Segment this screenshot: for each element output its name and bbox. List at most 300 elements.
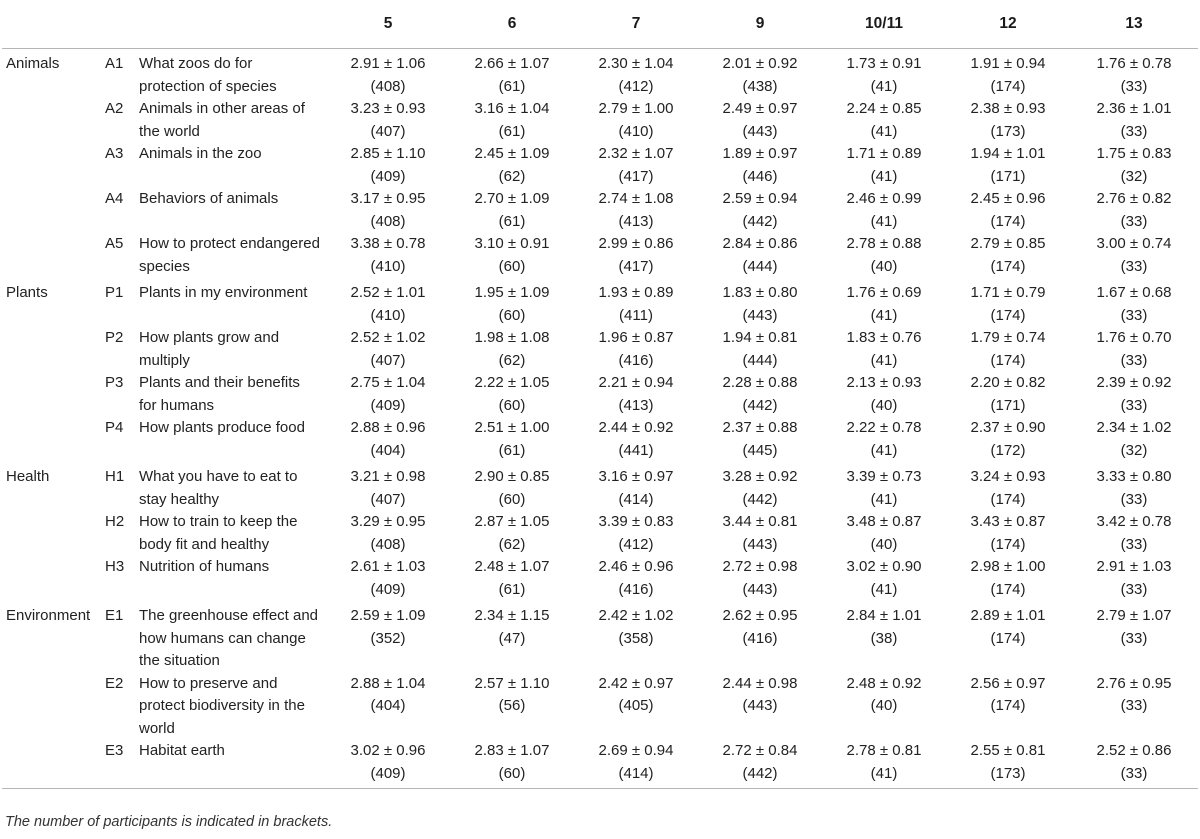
mean-sd-value: 3.43 ± 0.87: [970, 513, 1046, 530]
participant-count: (33): [1120, 697, 1148, 714]
mean-sd-value: 1.89 ± 0.97: [722, 145, 798, 162]
value-cell: [326, 556, 450, 601]
participant-count: (41): [870, 122, 898, 140]
item-description-cell: How to protect endangered species: [139, 235, 320, 275]
participant-count: (412): [618, 535, 654, 553]
participant-count: (443): [742, 697, 778, 714]
value-cell: [698, 98, 822, 143]
column-header: [103, 0, 139, 49]
value-cell: [1070, 98, 1198, 143]
category-cell: [2, 511, 103, 556]
table-row: [2, 98, 1198, 143]
value-cell: [822, 98, 946, 143]
item-code-cell: H1: [105, 468, 125, 485]
table-row: [2, 740, 1198, 789]
mean-sd-value: 2.76 ± 0.95: [1096, 674, 1172, 692]
participant-count: (33): [1120, 535, 1148, 553]
mean-sd-value: 3.21 ± 0.98: [350, 468, 426, 485]
participant-count: (417): [618, 257, 654, 275]
value-cell: [326, 188, 450, 233]
participant-count: (407): [370, 351, 406, 369]
value-cell: [450, 511, 574, 556]
value-cell: [1070, 417, 1198, 462]
mean-sd-value: 2.38 ± 0.93: [970, 100, 1046, 117]
value-cell: [698, 143, 822, 188]
mean-sd-value: 2.37 ± 0.88: [722, 419, 798, 436]
item-code-cell: P2: [105, 329, 124, 346]
value-cell: [698, 462, 822, 511]
item-description-cell: Plants and their benefits for humans: [139, 374, 300, 414]
value-cell: [698, 327, 822, 372]
value-cell: [822, 462, 946, 511]
item-description-cell: How plants grow and multiply: [139, 329, 280, 369]
participant-count: (33): [1120, 629, 1148, 647]
mean-sd-value: 3.48 ± 0.87: [846, 513, 922, 530]
item-code-cell: A4: [105, 190, 124, 207]
category-cell: [2, 327, 103, 372]
value-cell: [698, 372, 822, 417]
item-code-cell: A5: [105, 235, 124, 252]
mean-sd-value: 2.78 ± 0.88: [846, 235, 922, 252]
header-row: [2, 0, 1198, 49]
value-cell: [326, 601, 450, 673]
value-cell: [450, 673, 574, 741]
mean-sd-value: 2.83 ± 1.07: [474, 742, 550, 759]
participant-count: (413): [618, 212, 654, 230]
table-row: [2, 327, 1198, 372]
participant-count: (33): [1120, 351, 1148, 369]
value-cell: [326, 372, 450, 417]
category-cell: [2, 740, 103, 789]
column-header: 9: [698, 0, 822, 49]
category-cell: Plants: [6, 284, 48, 301]
mean-sd-value: 2.45 ± 1.09: [474, 145, 550, 162]
column-header: 7: [574, 0, 698, 49]
value-cell: [574, 188, 698, 233]
mean-sd-value: 1.75 ± 0.83: [1096, 145, 1172, 162]
value-cell: [822, 188, 946, 233]
value-cell: [822, 556, 946, 601]
value-cell: [326, 49, 450, 99]
table-row: [2, 188, 1198, 233]
participant-count: (443): [742, 122, 778, 140]
participant-count: (41): [870, 351, 898, 369]
mean-sd-value: 2.91 ± 1.06: [350, 55, 426, 72]
participant-count: (40): [870, 257, 898, 275]
value-cell: [822, 673, 946, 741]
participant-count: (416): [742, 629, 778, 647]
mean-sd-value: 2.88 ± 1.04: [350, 674, 426, 692]
item-code-cell: P3: [105, 374, 124, 391]
participant-count: (41): [870, 490, 898, 508]
results-table: [2, 0, 1198, 789]
mean-sd-value: 3.24 ± 0.93: [970, 468, 1046, 485]
mean-sd-value: 2.57 ± 1.10: [474, 674, 550, 692]
participant-count: (40): [870, 697, 898, 714]
value-cell: [574, 49, 698, 99]
value-cell: [450, 417, 574, 462]
value-cell: [946, 673, 1070, 741]
participant-count: (60): [498, 306, 526, 324]
value-cell: [946, 98, 1070, 143]
participant-count: (60): [498, 257, 526, 275]
table-row: [2, 49, 1198, 99]
mean-sd-value: 2.72 ± 0.84: [722, 742, 798, 759]
participant-count: (442): [742, 490, 778, 508]
participant-count: (174): [990, 77, 1026, 95]
table-row: [2, 601, 1198, 673]
participant-count: (174): [990, 257, 1026, 275]
participant-count: (416): [618, 351, 654, 369]
value-cell: [326, 143, 450, 188]
value-cell: [822, 601, 946, 673]
value-cell: [946, 278, 1070, 327]
participant-count: (40): [870, 535, 898, 553]
value-cell: [574, 327, 698, 372]
participant-count: (410): [370, 306, 406, 324]
value-cell: [946, 143, 1070, 188]
item-description-cell: Habitat earth: [139, 740, 326, 789]
mean-sd-value: 1.96 ± 0.87: [598, 329, 674, 346]
value-cell: [1070, 511, 1198, 556]
value-cell: [1070, 673, 1198, 741]
mean-sd-value: 2.42 ± 0.97: [598, 674, 674, 692]
mean-sd-value: 1.83 ± 0.76: [846, 329, 922, 346]
mean-sd-value: 2.72 ± 0.98: [722, 558, 798, 575]
item-description-cell: Behaviors of animals: [139, 190, 279, 207]
mean-sd-value: 2.78 ± 0.81: [846, 742, 922, 759]
participant-count: (41): [870, 167, 898, 185]
mean-sd-value: 3.42 ± 0.78: [1096, 513, 1172, 530]
mean-sd-value: 2.91 ± 1.03: [1096, 558, 1172, 575]
item-code-cell: H3: [105, 558, 125, 575]
mean-sd-value: 2.13 ± 0.93: [846, 374, 922, 391]
participant-count: (174): [990, 306, 1026, 324]
participant-count: (174): [990, 535, 1026, 553]
value-cell: [946, 49, 1070, 99]
mean-sd-value: 3.00 ± 0.74: [1096, 235, 1172, 252]
mean-sd-value: 2.45 ± 0.96: [970, 190, 1046, 207]
participant-count: (40): [870, 396, 898, 414]
value-cell: [822, 327, 946, 372]
value-cell: [326, 417, 450, 462]
column-header: 10/11: [822, 0, 946, 49]
participant-count: (358): [618, 629, 654, 647]
value-cell: [450, 462, 574, 511]
mean-sd-value: 1.94 ± 1.01: [970, 145, 1046, 162]
item-code-cell: H2: [105, 513, 125, 530]
value-cell: [1070, 372, 1198, 417]
mean-sd-value: 2.20 ± 0.82: [970, 374, 1046, 391]
value-cell: [698, 278, 822, 327]
participant-count: (41): [870, 764, 898, 782]
participant-count: (61): [498, 77, 526, 95]
value-cell: [326, 511, 450, 556]
participant-count: (56): [498, 697, 526, 714]
participant-count: (47): [498, 629, 526, 647]
mean-sd-value: 3.38 ± 0.78: [350, 235, 426, 252]
category-cell: [2, 143, 103, 188]
value-cell: [450, 601, 574, 673]
value-cell: [698, 188, 822, 233]
mean-sd-value: 2.59 ± 0.94: [722, 190, 798, 207]
value-cell: [698, 49, 822, 99]
mean-sd-value: 2.48 ± 0.92: [846, 674, 922, 692]
participant-count: (443): [742, 535, 778, 553]
mean-sd-value: 2.30 ± 1.04: [598, 55, 674, 72]
participant-count: (173): [990, 122, 1026, 140]
table-row: [2, 278, 1198, 327]
category-cell: [2, 188, 103, 233]
mean-sd-value: 2.01 ± 0.92: [722, 55, 798, 72]
item-description-cell: Plants in my environment: [139, 284, 308, 301]
mean-sd-value: 2.51 ± 1.00: [474, 419, 550, 436]
table-body: [2, 49, 1198, 789]
mean-sd-value: 3.23 ± 0.93: [350, 100, 426, 117]
mean-sd-value: 2.66 ± 1.07: [474, 55, 550, 72]
value-cell: [326, 233, 450, 278]
participant-count: (409): [370, 764, 406, 782]
value-cell: [946, 556, 1070, 601]
participant-count: (413): [618, 396, 654, 414]
table-row: [2, 673, 1198, 741]
mean-sd-value: 1.95 ± 1.09: [474, 284, 550, 301]
category-cell: [2, 673, 103, 741]
participant-count: (407): [370, 122, 406, 140]
value-cell: [822, 49, 946, 99]
participant-count: (171): [990, 167, 1026, 185]
mean-sd-value: 3.16 ± 0.97: [598, 468, 674, 485]
mean-sd-value: 2.49 ± 0.97: [722, 100, 798, 117]
value-cell: [946, 233, 1070, 278]
column-header: [139, 0, 326, 49]
participant-count: (62): [498, 167, 526, 185]
mean-sd-value: 3.33 ± 0.80: [1096, 468, 1172, 485]
mean-sd-value: 2.56 ± 0.97: [970, 674, 1046, 692]
participant-count: (61): [498, 122, 526, 140]
value-cell: [698, 556, 822, 601]
mean-sd-value: 2.84 ± 0.86: [722, 235, 798, 252]
value-cell: [946, 327, 1070, 372]
mean-sd-value: 2.42 ± 1.02: [598, 607, 674, 624]
item-description-cell: How to preserve and protect biodiversity in the world: [139, 674, 305, 737]
mean-sd-value: 2.98 ± 1.00: [970, 558, 1046, 575]
participant-count: (408): [370, 535, 406, 553]
column-header: 5: [326, 0, 450, 49]
participant-count: (41): [870, 306, 898, 324]
table-row: [2, 417, 1198, 462]
participant-count: (32): [1120, 167, 1148, 185]
participant-count: (442): [742, 212, 778, 230]
value-cell: [698, 233, 822, 278]
participant-count: (33): [1120, 257, 1148, 275]
value-cell: [1070, 740, 1198, 789]
column-header: [2, 0, 103, 49]
participant-count: (60): [498, 396, 526, 414]
participant-count: (441): [618, 441, 654, 459]
participant-count: (174): [990, 212, 1026, 230]
mean-sd-value: 2.22 ± 0.78: [846, 419, 922, 436]
value-cell: [574, 143, 698, 188]
value-cell: [946, 601, 1070, 673]
participant-count: (60): [498, 764, 526, 782]
participant-count: (61): [498, 580, 526, 598]
value-cell: [326, 462, 450, 511]
participant-count: (409): [370, 580, 406, 598]
value-cell: [822, 143, 946, 188]
participant-count: (404): [370, 697, 406, 714]
participant-count: (444): [742, 351, 778, 369]
participant-count: (446): [742, 167, 778, 185]
item-code-cell: E3: [103, 740, 139, 789]
mean-sd-value: 2.34 ± 1.15: [474, 607, 550, 624]
participant-count: (407): [370, 490, 406, 508]
value-cell: [326, 740, 450, 789]
value-cell: [946, 417, 1070, 462]
item-code-cell: E2: [105, 674, 124, 692]
value-cell: [574, 233, 698, 278]
mean-sd-value: 2.59 ± 1.09: [350, 607, 426, 624]
participant-count: (174): [990, 697, 1026, 714]
value-cell: [1070, 278, 1198, 327]
participant-count: (444): [742, 257, 778, 275]
mean-sd-value: 2.61 ± 1.03: [350, 558, 426, 575]
mean-sd-value: 2.52 ± 0.86: [1096, 742, 1172, 759]
mean-sd-value: 1.79 ± 0.74: [970, 329, 1046, 346]
item-description-cell: Animals in the zoo: [139, 145, 262, 162]
value-cell: [1070, 601, 1198, 673]
mean-sd-value: 3.16 ± 1.04: [474, 100, 550, 117]
value-cell: [326, 327, 450, 372]
mean-sd-value: 3.10 ± 0.91: [474, 235, 550, 252]
mean-sd-value: 1.83 ± 0.80: [722, 284, 798, 301]
value-cell: [450, 233, 574, 278]
participant-count: (33): [1120, 396, 1148, 414]
item-code-cell: A1: [105, 55, 124, 72]
value-cell: [574, 462, 698, 511]
value-cell: [574, 601, 698, 673]
item-code-cell: A3: [105, 145, 124, 162]
mean-sd-value: 1.76 ± 0.70: [1096, 329, 1172, 346]
item-description-cell: What you have to eat to stay healthy: [139, 468, 298, 508]
category-cell: Environment: [6, 607, 91, 624]
column-header: 12: [946, 0, 1070, 49]
item-description-cell: How to train to keep the body fit and healthy: [139, 513, 298, 553]
table-row: [2, 372, 1198, 417]
mean-sd-value: 1.71 ± 0.79: [970, 284, 1046, 301]
participant-count: (62): [498, 535, 526, 553]
mean-sd-value: 2.79 ± 1.00: [598, 100, 674, 117]
participant-count: (174): [990, 490, 1026, 508]
value-cell: [574, 417, 698, 462]
category-cell: [2, 233, 103, 278]
value-cell: [574, 278, 698, 327]
participant-count: (417): [618, 167, 654, 185]
mean-sd-value: 1.93 ± 0.89: [598, 284, 674, 301]
mean-sd-value: 2.52 ± 1.02: [350, 329, 426, 346]
mean-sd-value: 2.21 ± 0.94: [598, 374, 674, 391]
mean-sd-value: 3.29 ± 0.95: [350, 513, 426, 530]
value-cell: [946, 372, 1070, 417]
item-code-cell: P1: [105, 284, 124, 301]
value-cell: [326, 673, 450, 741]
value-cell: [946, 188, 1070, 233]
value-cell: [822, 417, 946, 462]
value-cell: [822, 511, 946, 556]
item-code-cell: A2: [105, 100, 124, 117]
participant-count: (409): [370, 167, 406, 185]
value-cell: [1070, 188, 1198, 233]
mean-sd-value: 2.46 ± 0.99: [846, 190, 922, 207]
participant-count: (33): [1120, 764, 1148, 782]
participant-count: (410): [370, 257, 406, 275]
participant-count: (408): [370, 77, 406, 95]
participant-count: (443): [742, 580, 778, 598]
participant-count: (174): [990, 351, 1026, 369]
participant-count: (61): [498, 441, 526, 459]
participant-count: (445): [742, 441, 778, 459]
participant-count: (352): [370, 629, 406, 647]
table-footnote: The number of participants is indicated in brackets.: [5, 814, 333, 830]
table-header: [2, 0, 1198, 49]
participant-count: (414): [618, 764, 654, 782]
mean-sd-value: 2.44 ± 0.98: [722, 674, 798, 692]
participant-count: (416): [618, 580, 654, 598]
item-description-cell: The greenhouse effect and how humans can change the situation: [139, 607, 319, 669]
participant-count: (33): [1120, 580, 1148, 598]
participant-count: (412): [618, 77, 654, 95]
item-code-cell: E1: [105, 607, 124, 624]
table-row: [2, 233, 1198, 278]
mean-sd-value: 2.37 ± 0.90: [970, 419, 1046, 436]
mean-sd-value: 2.89 ± 1.01: [970, 607, 1046, 624]
mean-sd-value: 2.22 ± 1.05: [474, 374, 550, 391]
mean-sd-value: 1.91 ± 0.94: [970, 55, 1046, 72]
value-cell: [1070, 556, 1198, 601]
participant-count: (41): [870, 441, 898, 459]
mean-sd-value: 2.74 ± 1.08: [598, 190, 674, 207]
mean-sd-value: 2.90 ± 0.85: [474, 468, 550, 485]
value-cell: [822, 372, 946, 417]
participant-count: (405): [618, 697, 654, 714]
participant-count: (60): [498, 490, 526, 508]
participant-count: (404): [370, 441, 406, 459]
mean-sd-value: 2.69 ± 0.94: [598, 742, 674, 759]
mean-sd-value: 3.39 ± 0.73: [846, 468, 922, 485]
value-cell: [574, 372, 698, 417]
value-cell: [698, 601, 822, 673]
participant-count: (408): [370, 212, 406, 230]
table-row: [2, 556, 1198, 601]
mean-sd-value: 2.88 ± 0.96: [350, 419, 426, 436]
mean-sd-value: 2.34 ± 1.02: [1096, 419, 1172, 436]
participant-count: (442): [742, 764, 778, 782]
mean-sd-value: 2.84 ± 1.01: [846, 607, 922, 624]
mean-sd-value: 1.94 ± 0.81: [722, 329, 798, 346]
mean-sd-value: 2.70 ± 1.09: [474, 190, 550, 207]
value-cell: [450, 556, 574, 601]
participant-count: (171): [990, 396, 1026, 414]
value-cell: [698, 740, 822, 789]
value-cell: [450, 278, 574, 327]
value-cell: [574, 740, 698, 789]
mean-sd-value: 2.79 ± 0.85: [970, 235, 1046, 252]
value-cell: [698, 673, 822, 741]
category-cell: Health: [6, 468, 50, 485]
value-cell: [574, 673, 698, 741]
mean-sd-value: 3.02 ± 0.90: [846, 558, 922, 575]
mean-sd-value: 1.98 ± 1.08: [474, 329, 550, 346]
